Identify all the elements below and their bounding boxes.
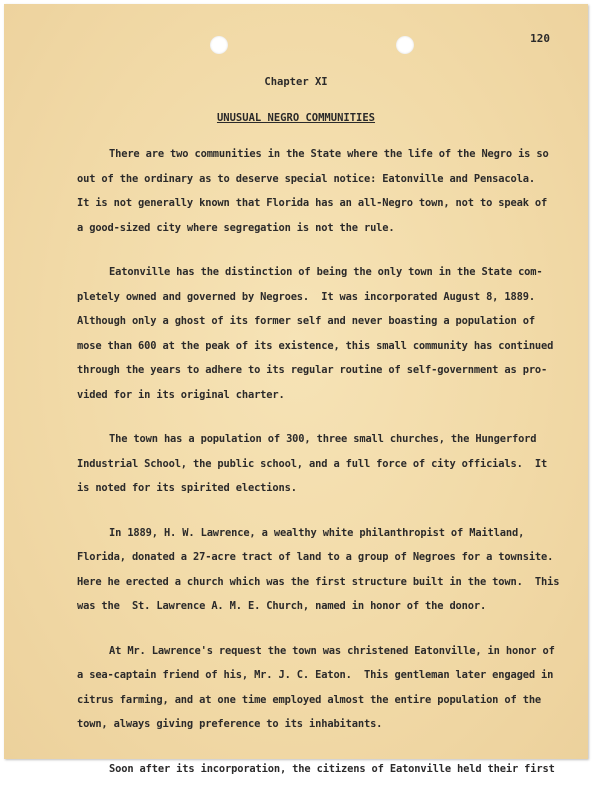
paragraph (77, 427, 548, 501)
text-line: town, always giving preference to its inhabitants. (77, 718, 383, 730)
text-line: Florida, donated a 27-acre tract of land to a group of Negroes for a townsite. (77, 551, 554, 563)
text-line: vided for in its original charter. (77, 388, 285, 401)
text-line: citrus farming, and at one time employed almost the entire population of the (77, 693, 542, 706)
page-number: 120 (530, 32, 550, 45)
punch-hole-left (210, 36, 228, 54)
text-line: In 1889, H. W. Lawrence, a wealthy white philanthropist of Maitland, (109, 526, 525, 539)
chapter-subtitle: UNUSUAL NEGRO COMMUNITIES (216, 112, 376, 124)
text-line: a sea-captain friend of his, Mr. J. C. Eaton. This gentleman later engaged in (77, 669, 554, 681)
text-line: out of the ordinary as to deserve special notice: Eatonville and Pensacola. (77, 172, 535, 185)
punch-hole-right (396, 36, 414, 54)
text-line: through the years to adhere to its regular routine of self-government as pro- (77, 364, 548, 376)
text-line: It is not generally known that Florida has an all-Negro town, not to speak of (77, 197, 548, 209)
text-line: pletely owned and governed by Negroes. It was incorporated August 8, 1889. (77, 290, 535, 303)
document-page (4, 4, 588, 775)
text-line: Here he erected a church which was the first structure built in the town. This (77, 575, 560, 588)
text-line: Industrial School, the public school, and a full force of city officials. It (77, 457, 548, 470)
text-line: a good-sized city where segregation is not the rule. (77, 221, 395, 234)
text-line: Although only a ghost of its former self and never boasting a population of (77, 315, 535, 327)
text-line: mose than 600 at the peak of its existence, this small community has continued (77, 339, 554, 352)
paragraph (77, 260, 554, 407)
text-line: The town has a population of 300, three small churches, the Hungerford (109, 433, 537, 445)
text-line: is noted for its spirited elections. (77, 482, 297, 494)
paragraph (77, 757, 555, 782)
text-line: Eatonville has the distinction of being the only town in the State com- (109, 266, 543, 278)
paragraph (77, 142, 549, 240)
text-line: At Mr. Lawrence's request the town was christened Eatonville, in honor of (109, 644, 555, 657)
paragraph (77, 521, 560, 619)
text-line: Soon after its incorporation, the citizens of Eatonville held their first (109, 762, 555, 775)
paragraph (77, 639, 555, 737)
chapter-heading: Chapter XI (264, 76, 328, 88)
text-line: was the St. Lawrence A. M. E. Church, named in honor of the donor. (77, 600, 487, 612)
body-text (77, 142, 560, 801)
text-line: There are two communities in the State where the life of the Negro is so (109, 148, 549, 160)
